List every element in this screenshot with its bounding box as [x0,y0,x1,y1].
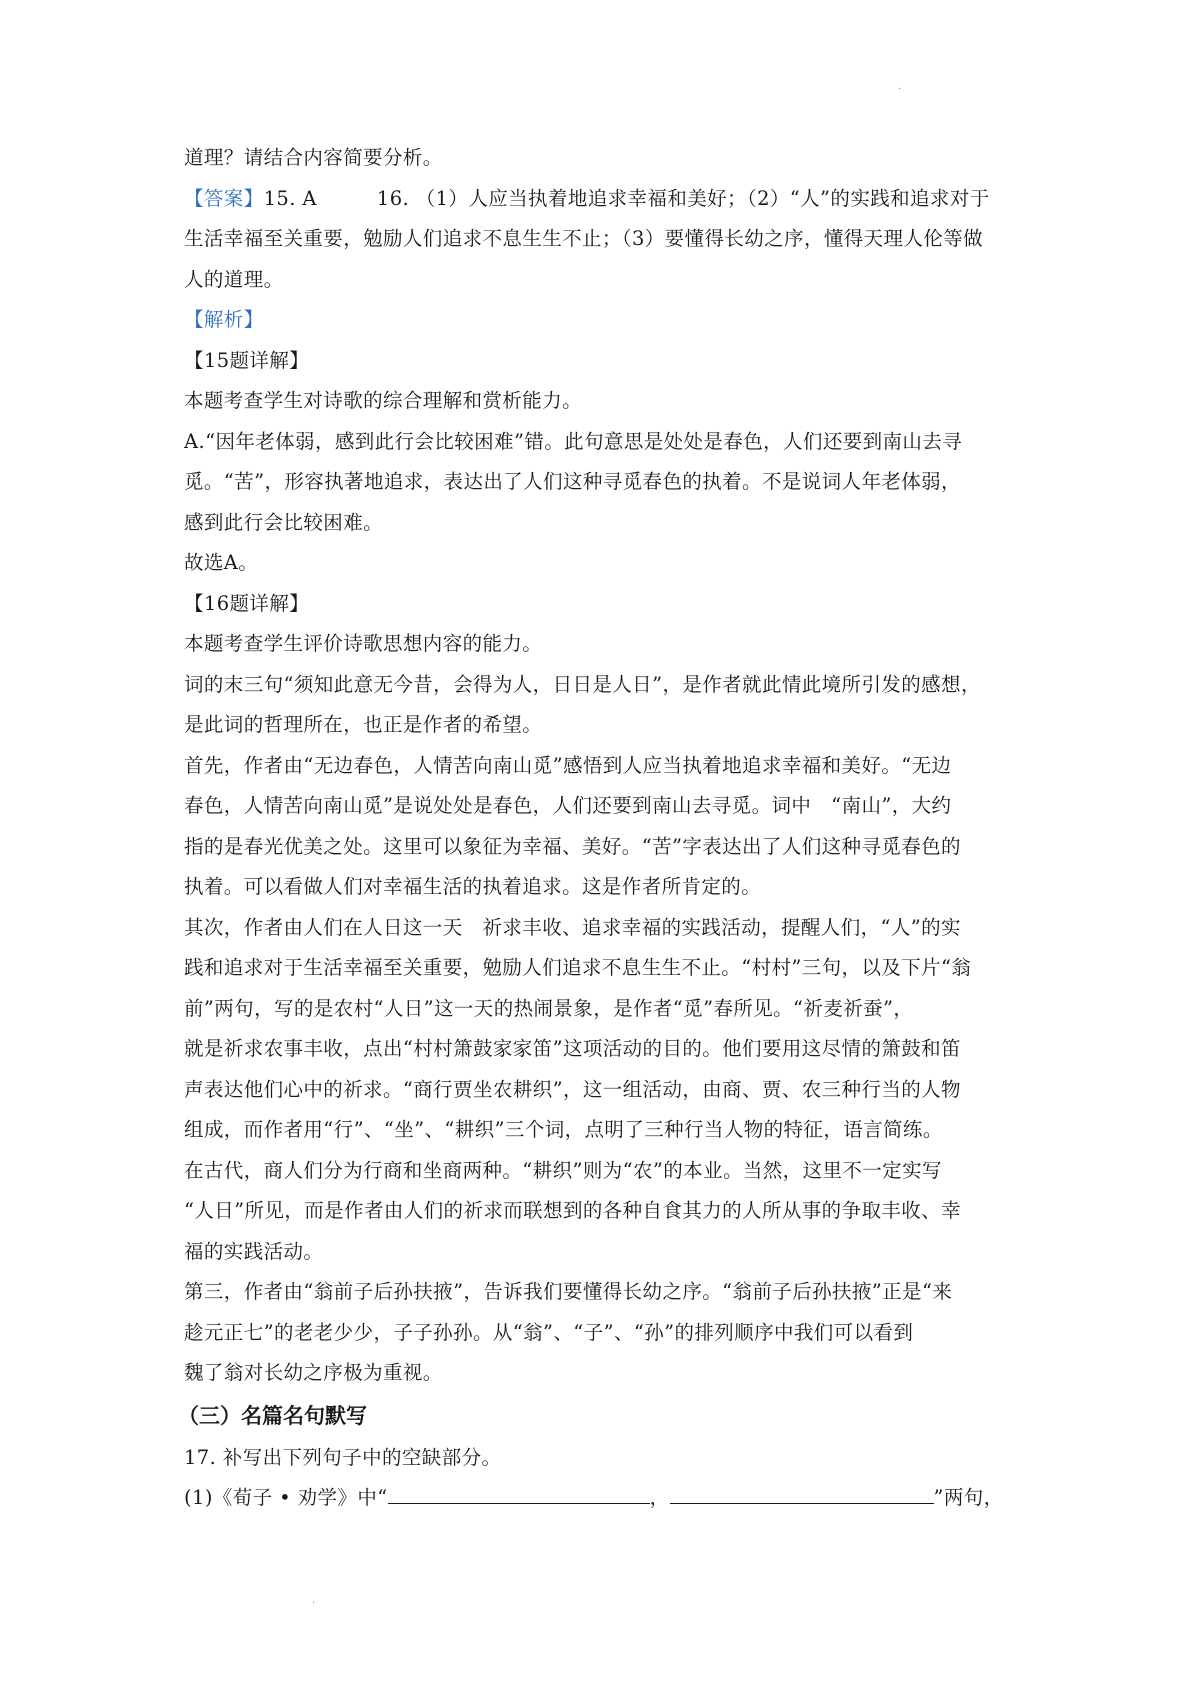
subheading-15: 【15题详解】 [184,348,310,372]
text-line: “人日”所见，而是作者由人们的祈求而联想到的各种自食其力的人所从事的争取丰收、幸 [184,1199,961,1222]
text-line: 觅。“苦”，形容执著地追求，表达出了人们这种寻觅春色的执着。不是说词人年老体弱， [184,470,961,493]
document-body [178,138,1024,1519]
text-line: 前”两句，写的是农村“人日”这一天的热闹景象，是作者“觅”春所见。“祈麦祈蚕”， [184,996,914,1020]
text-line: 感到此行会比较困难。 [184,510,384,534]
analysis-tag: 【解析】 [184,308,264,331]
text-line: 道理？请结合内容简要分析。 [184,146,443,169]
q17-1-suffix: ”两句， [933,1486,1004,1509]
text-line: 福的实践活动。 [184,1239,324,1263]
text-line: 指的是春光优美之处。这里可以象征为幸福、美好。“苦”字表达出了人们这种寻觅春色的 [184,834,961,858]
text-line: 生活幸福至关重要，勉励人们追求不息生生不止；（3）要懂得长幼之序，懂得天理人伦等做 [184,227,984,250]
answer-q15: 15. A [263,186,317,210]
text-line: 就是祈求农事丰收，点出“村村箫鼓家家笛”这项活动的目的。他们要用这尽情的箫鼓和笛 [184,1037,961,1060]
text-line: A.“因年老体弱，感到此行会比较困难”错。此句意思是处处是春色，人们还要到南山去寻 [184,429,963,453]
text-line: 本题考查学生评价诗歌思想内容的能力。 [184,632,543,655]
text-line: 故选A。 [184,551,259,574]
scan-speck: · [312,1598,316,1609]
answer-q16: 16. （1）人应当执着地追求幸福和美好；（2）“人”的实践和追求对于 [376,186,990,210]
text-line: 执着。可以看做人们对幸福生活的执着追求。这是作者所肯定的。 [184,875,762,898]
text-line: 是此词的哲理所在，也正是作者的希望。 [184,713,543,736]
text-line: 首先，作者由“无边春色，人情苦向南山觅”感悟到人应当执着地追求幸福和美好。“无边 [184,753,952,777]
text-line: 在古代，商人们分为行商和坐商两种。“耕织”则为“农”的本业。当然，这里不一定实写 [184,1158,942,1182]
text-line: 其次，作者由人们在人日这一天 祈求丰收、追求幸福的实践活动，提醒人们，“人”的实 [184,915,961,939]
scan-speck: · [898,84,902,95]
section-heading: （三）名篇名句默写 [178,1403,367,1428]
text-line: 人的道理。 [184,267,284,291]
question-17: 17. 补写出下列句子中的空缺部分。 [184,1445,502,1469]
text-line: 春色，人情苦向南山觅”是说处处是春色，人们还要到南山去寻觅。词中 “南山”，大约 [184,794,952,817]
text-line: 第三，作者由“翁前子后孙扶掖”，告诉我们要懂得长幼之序。“翁前子后孙扶掖”正是“来 [184,1280,953,1303]
text-line: 本题考查学生对诗歌的综合理解和赏析能力。 [184,389,583,412]
text-line: 组成，而作者用“行”、“坐”、“耕织”三个词，点明了三种行当人物的特征，语言简练。 [184,1118,943,1141]
text-line: 词的末三句“须知此意无今昔，会得为人，日日是人日”，是作者就此情此境所引发的感想， [184,672,981,696]
q17-1-comma: ， [649,1486,670,1509]
subheading-16: 【16题详解】 [184,591,310,615]
answer-line [184,179,1024,220]
text-line: 声表达他们心中的祈求。“商行贾坐农耕织”，这一组活动，由商、贾、农三种行当的人物 [184,1077,961,1101]
fill-blank-2 [670,1483,934,1504]
q17-1-prefix: (1)《荀子 • 劝学》中“ [184,1486,388,1509]
fill-blank-1 [388,1483,650,1504]
answer-tag: 【答案】 [184,186,264,210]
text-line: 趁元正七”的老老少少，子子孙孙。从“翁”、“子”、“孙”的排列顺序中我们可以看到 [184,1320,914,1344]
analysis-line [184,300,1024,341]
text-line: 践和追求对于生活幸福至关重要，勉励人们追求不息生生不止。“村村”三句，以及下片“翁 [184,956,972,979]
question-17-1 [184,1478,1024,1519]
text-line: 魏了翁对长幼之序极为重视。 [184,1361,443,1384]
